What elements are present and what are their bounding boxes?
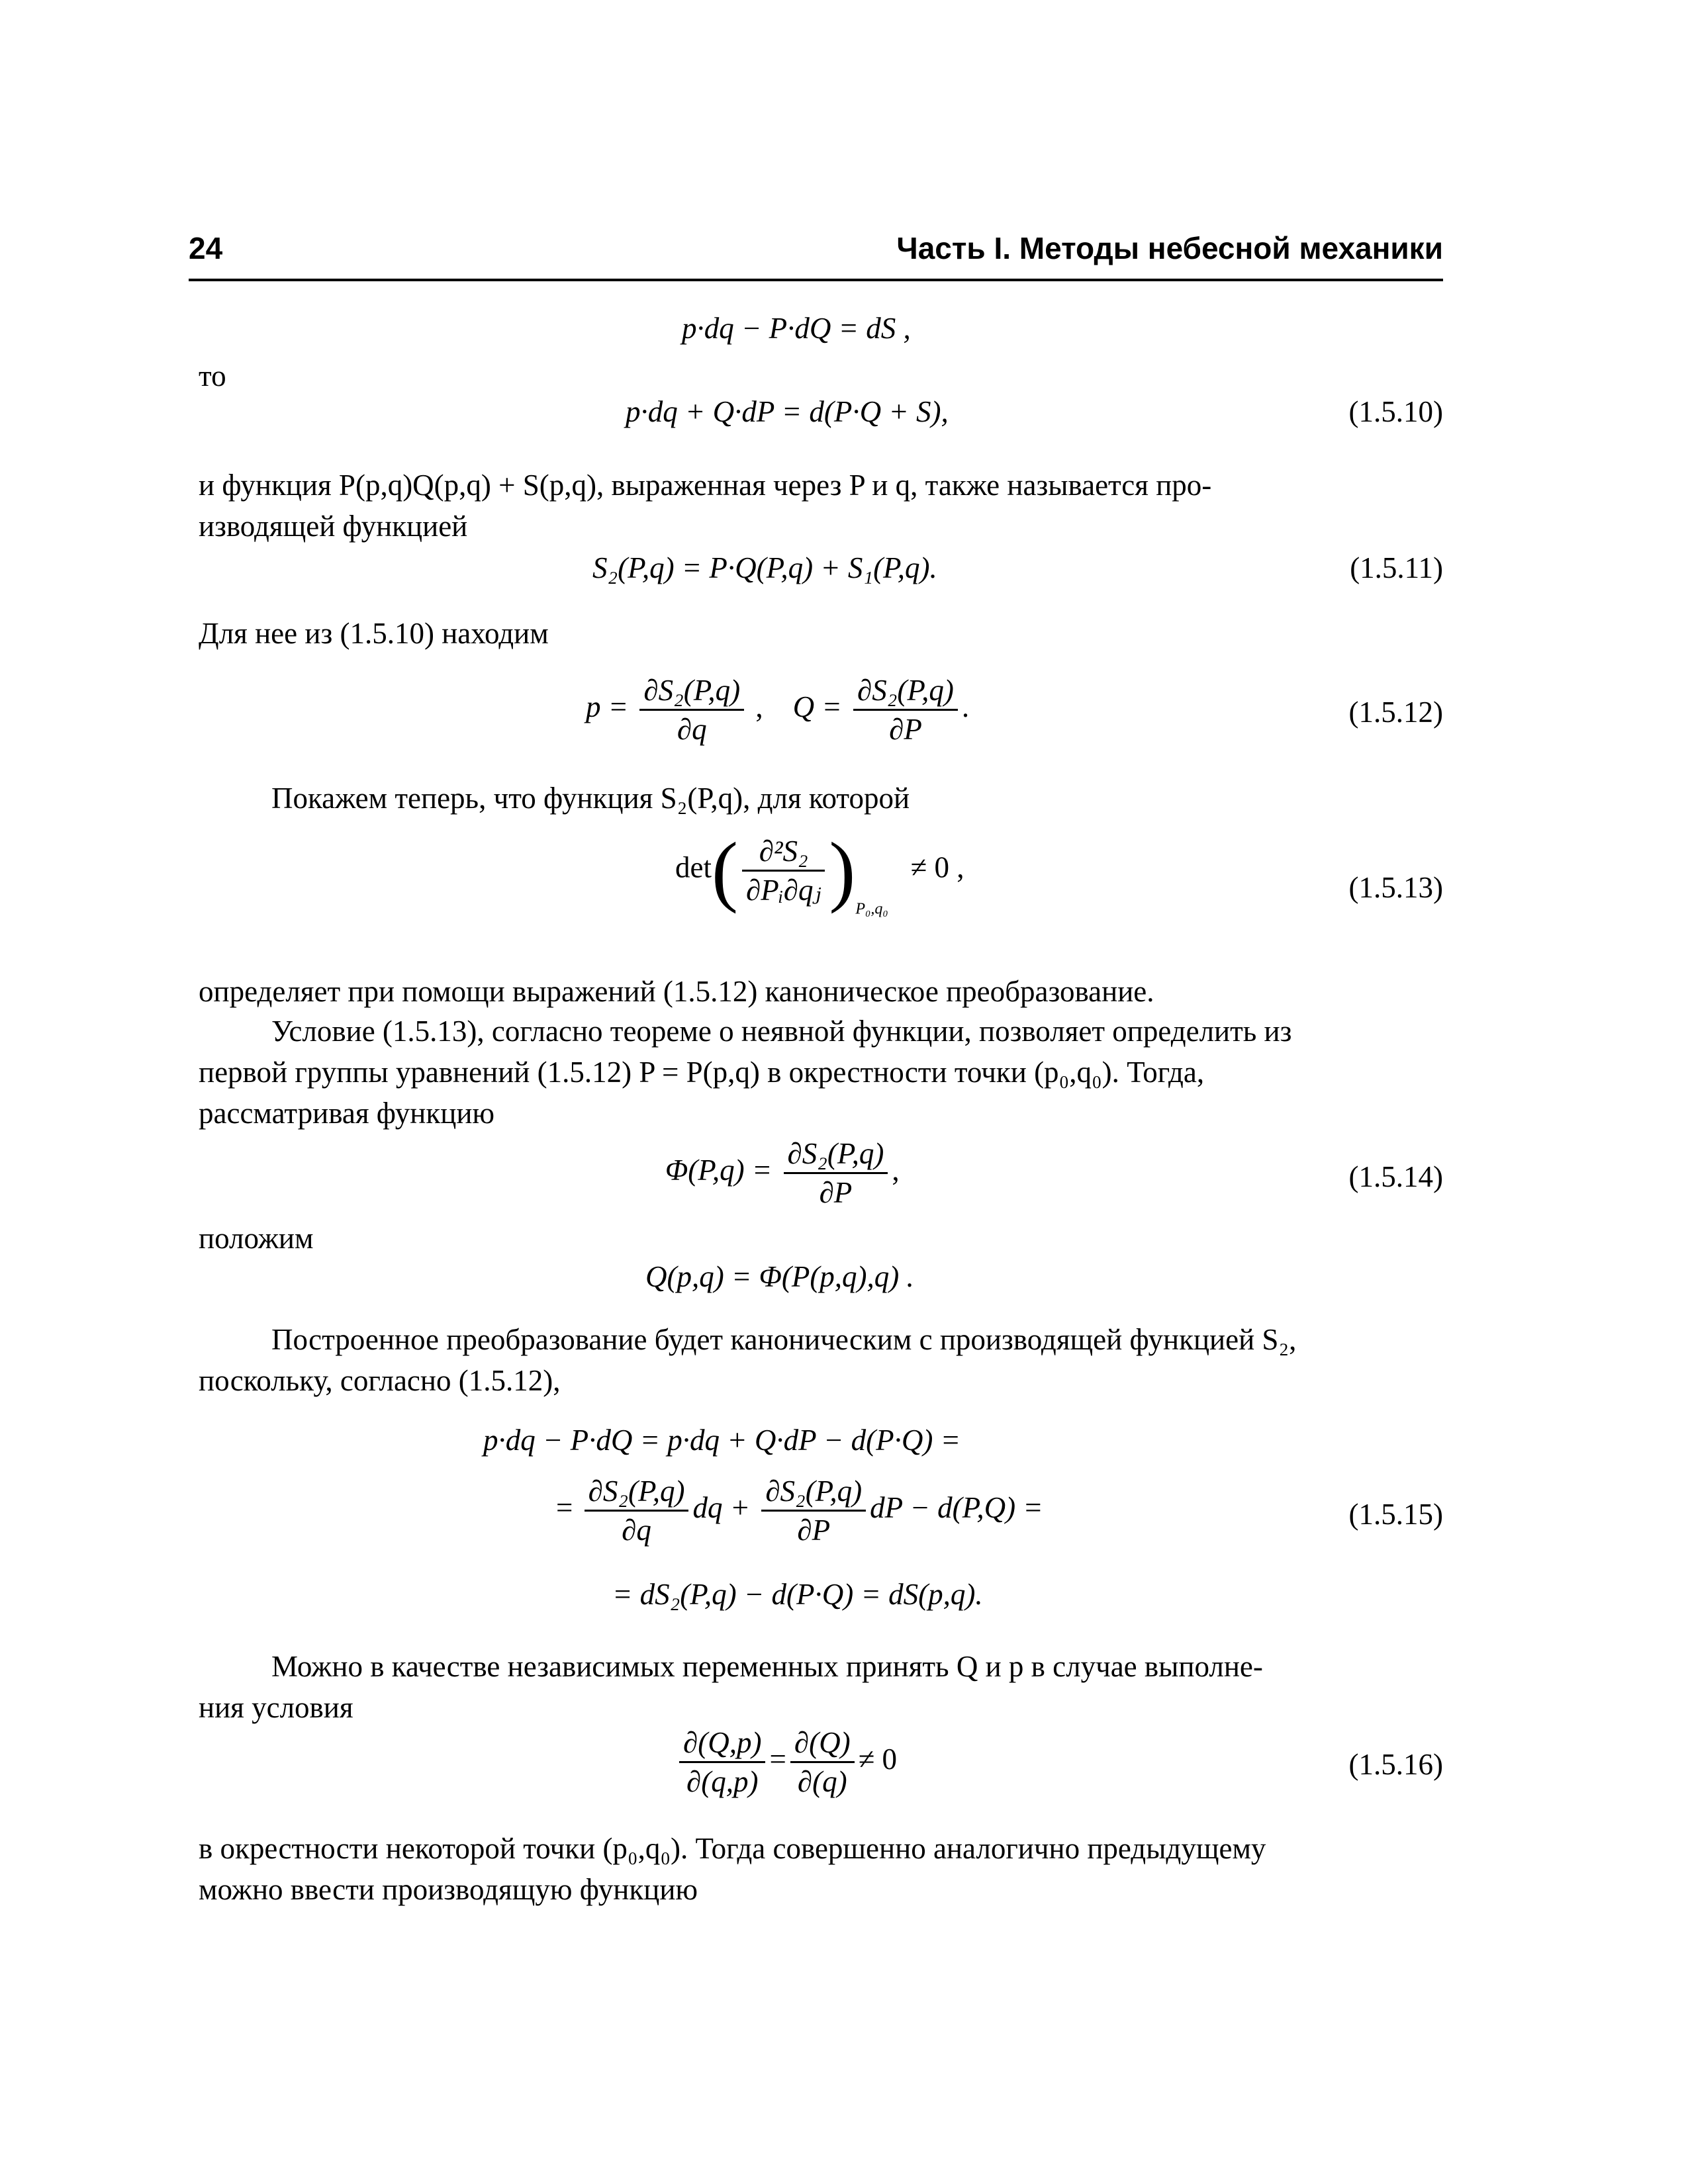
eq16-rhs: ≠ 0 xyxy=(858,1742,898,1776)
eq16-fraction-1-numerator: ∂(Q,p) xyxy=(679,1724,765,1763)
equation-unnumbered-1: p·dq − P·dQ = dS , xyxy=(682,312,911,345)
eq14-lhs: Φ(P,q) = xyxy=(665,1153,773,1187)
eq15-fraction-1-numerator: ∂S₂(P,q) xyxy=(585,1473,689,1512)
text-to: то xyxy=(199,359,226,392)
eq13-det: det xyxy=(675,850,712,884)
eq12b-numerator: ∂S₂(P,q) xyxy=(853,672,958,711)
equation-1-5-15-line-3: = dS₂(P,q) − d(P·Q) = dS(p,q). xyxy=(612,1578,983,1611)
paragraph-5-line-1: Условие (1.5.13), согласно теореме о неявной функции, позволяет определить из xyxy=(271,1015,1292,1048)
equation-number-1-5-14: (1.5.14) xyxy=(1348,1160,1443,1193)
eq12a-numerator: ∂S₂(P,q) xyxy=(639,672,744,711)
equation-1-5-16: $\frac{\partial(Q,p)}{\partial(q,p)}$ = $\frac{\partial(Q)}{\partial(q)}$ ≠ 0 xyxy=(675,1724,897,1800)
running-title: Часть I. Методы небесной механики xyxy=(896,231,1443,265)
eq15-fraction-2 xyxy=(761,1473,866,1549)
eq14-denominator: ∂P xyxy=(819,1176,853,1209)
equation-1-5-13: det( $\frac{\text{∂²S₂}}{\text{∂Pᵢ∂qⱼ}}$ )$_{P_0,q_0} \ne 0$ , xyxy=(675,826,964,918)
eq13-evaluation-point: P₀,q₀ xyxy=(855,900,888,918)
paragraph-7-line-1: Можно в качестве независимых переменных принять Q и p в случае выполне- xyxy=(271,1650,1263,1683)
eq12a-lhs: p = xyxy=(586,690,629,723)
eq15-fraction-2-denominator: ∂P xyxy=(797,1514,831,1547)
eq12b-lhs: Q = xyxy=(792,690,842,723)
eq16-fraction-2-denominator: ∂(q) xyxy=(797,1765,847,1798)
equation-unnumbered-2: Q(p,q) = Φ(P(p,q),q) . xyxy=(645,1260,914,1293)
paragraph-4: определяет при помощи выражений (1.5.12) каноническое преобразование. xyxy=(199,975,1154,1008)
paragraph-1-line-1: и функция P(p,q)Q(p,q) + S(p,q), выраженная через P и q, также называется про- xyxy=(199,469,1212,502)
paragraph-5-line-2: первой группы уравнений (1.5.12) P = P(p,q) в окрестности точки (p₀,q₀). Тогда, xyxy=(199,1056,1205,1089)
paragraph-7-line-2: ния условия xyxy=(199,1691,353,1724)
eq15-fraction-1-denominator: ∂q xyxy=(622,1514,651,1547)
equation-1-5-15-line-2: = $\frac{\text{∂S₂(P,q)}}{\partial q}$ dq + $\frac{\text{∂S₂(P,q)}}{\partial P}$ dP − d(P,Q) = xyxy=(556,1473,1043,1549)
eq13-numerator: ∂²S₂ xyxy=(742,833,825,872)
text-polozhim: положим xyxy=(199,1222,314,1255)
equation-1-5-15-line-1: p·dq − P·dQ = p·dq + Q·dP − d(P·Q) = xyxy=(483,1424,961,1457)
paragraph-1-line-2: изводящей функцией xyxy=(199,510,468,543)
page-number: 24 xyxy=(189,231,223,265)
paragraph-3: Покажем теперь, что функция S₂(P,q), для которой xyxy=(271,782,910,815)
eq12a-denominator: ∂q xyxy=(677,713,707,746)
equation-number-1-5-10: (1.5.10) xyxy=(1348,395,1443,428)
equation-1-5-14: Φ(P,q) = $\frac{\text{∂S₂(P,q)}}{\partial P}$ , xyxy=(665,1135,900,1211)
equation-number-1-5-15: (1.5.15) xyxy=(1348,1498,1443,1531)
paragraph-2: Для нее из (1.5.10) находим xyxy=(199,617,549,650)
eq15-fraction-1 xyxy=(585,1473,689,1549)
eq15-middle: dq + xyxy=(692,1490,751,1524)
eq16-fraction-2-numerator: ∂(Q) xyxy=(790,1724,855,1763)
paragraph-8-line-2: можно ввести производящую функцию xyxy=(199,1873,698,1906)
eq14-numerator: ∂S₂(P,q) xyxy=(784,1135,888,1174)
paragraph-6-line-1: Построенное преобразование будет каноническим с производящей функцией S₂, xyxy=(271,1323,1297,1356)
eq14-fraction xyxy=(784,1135,888,1211)
eq16-fraction-1 xyxy=(679,1724,765,1800)
equation-1-5-11: S₂(P,q) = P·Q(P,q) + S₁(P,q). xyxy=(592,551,937,584)
paragraph-6-line-2: поскольку, согласно (1.5.12), xyxy=(199,1364,561,1397)
eq12b-fraction xyxy=(853,672,958,748)
equation-1-5-12: p = $\frac{\text{∂S₂(P,q)}}{\partial q}$ , Q = $\frac{\text{∂S₂(P,q)}}{\partial P}$ . xyxy=(586,672,969,748)
equation-number-1-5-11: (1.5.11) xyxy=(1350,551,1443,584)
eq12b-denominator: ∂P xyxy=(889,713,922,746)
eq13-denominator: ∂Pᵢ∂qⱼ xyxy=(745,873,821,907)
equation-number-1-5-13: (1.5.13) xyxy=(1348,871,1443,904)
header-rule xyxy=(189,279,1443,281)
eq15-end: dP − d(P,Q) = xyxy=(870,1490,1043,1524)
paragraph-5-line-3: рассматривая функцию xyxy=(199,1097,495,1130)
equation-1-5-10: p·dq + Q·dP = d(P·Q + S), xyxy=(626,395,949,428)
eq12a-fraction xyxy=(639,672,744,748)
equation-number-1-5-12: (1.5.12) xyxy=(1348,696,1443,729)
eq16-fraction-2 xyxy=(790,1724,855,1800)
equation-number-1-5-16: (1.5.16) xyxy=(1348,1748,1443,1781)
eq13-fraction xyxy=(742,833,825,909)
paragraph-8-line-1: в окрестности некоторой точки (p₀,q₀). Тогда совершенно аналогично предыдущему xyxy=(199,1832,1266,1865)
eq16-fraction-1-denominator: ∂(q,p) xyxy=(686,1765,759,1798)
eq15-fraction-2-numerator: ∂S₂(P,q) xyxy=(761,1473,866,1512)
running-header xyxy=(189,225,1443,278)
eq13-rhs: ≠ 0 , xyxy=(910,850,964,884)
